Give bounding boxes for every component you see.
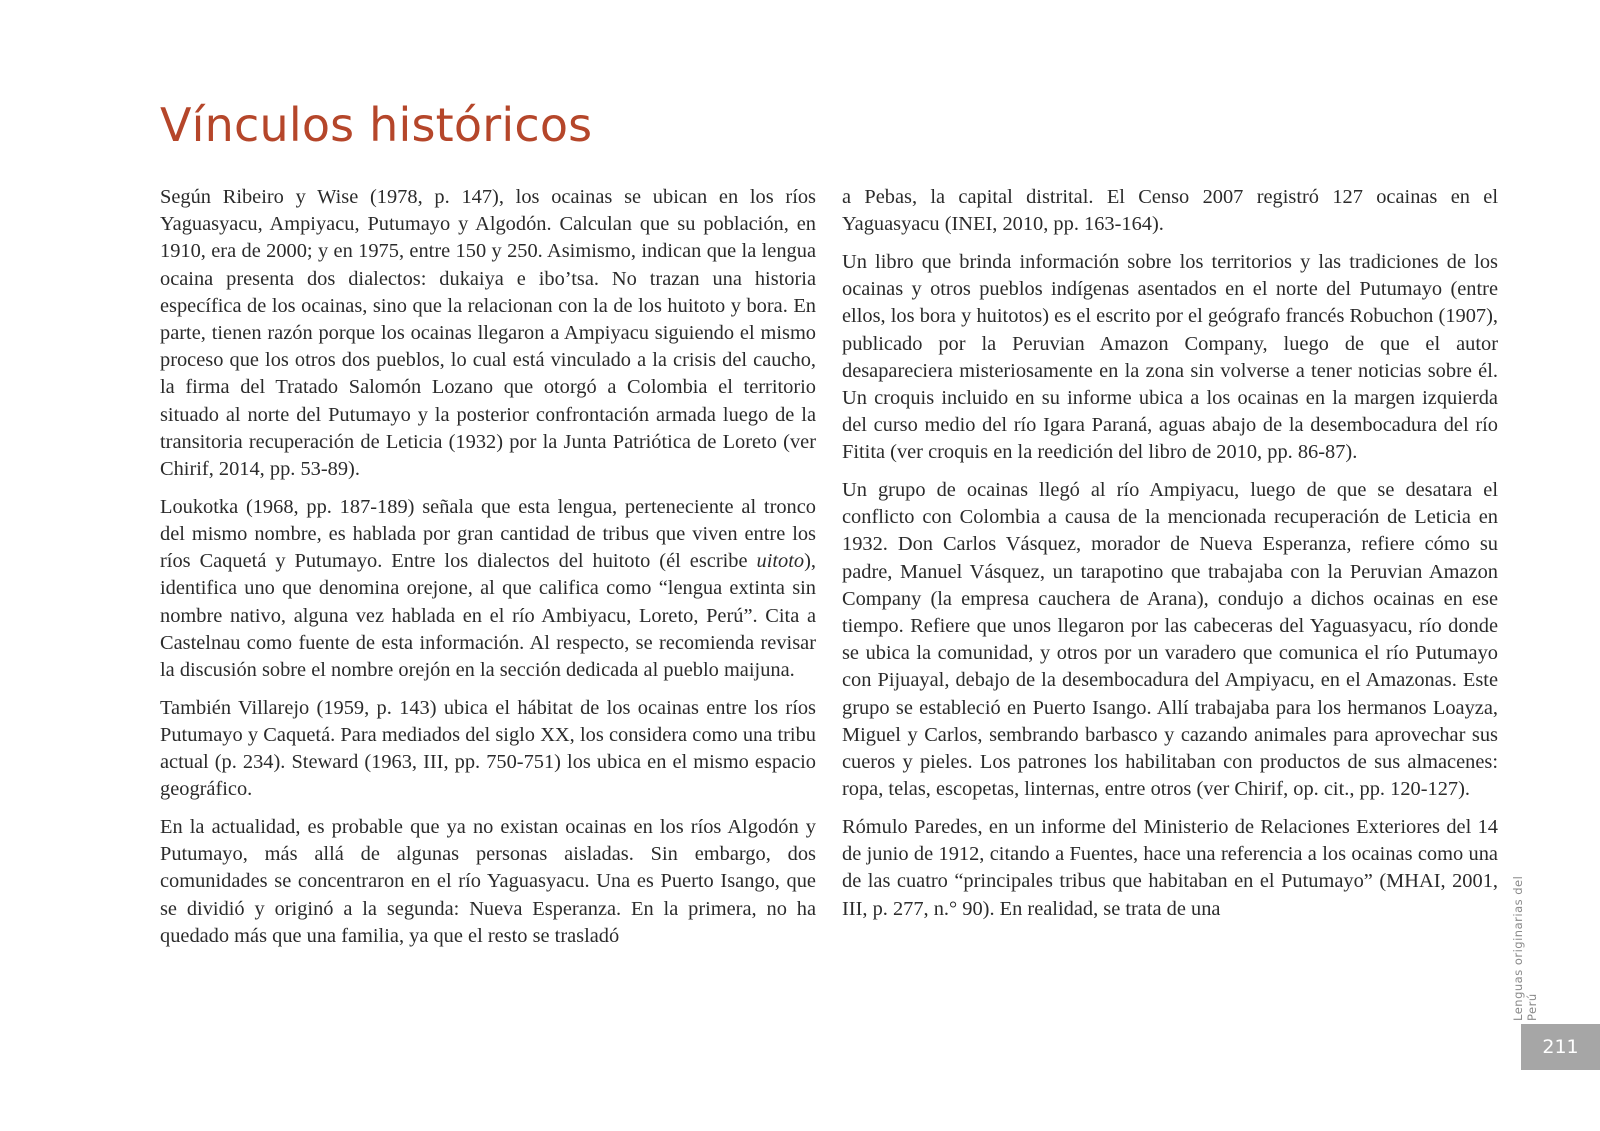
- left-column: [160, 184, 816, 960]
- paragraph: En la actualidad, es probable que ya no existan ocainas en los ríos Algodón y Putumayo, más allá de algunas personas aisladas. Sin embargo, dos comunidades se concentraron en el río Yaguasyacu. Una es Puerto Isango, que se dividió y originó a la segunda: Nueva Esperanza. En la primera, no ha quedado más que una familia, ya que el resto se trasladó: [160, 815, 816, 947]
- right-column: [842, 184, 1498, 933]
- paragraph: [160, 494, 816, 684]
- book-title-side-label: Lenguas originarias del Perú: [1511, 875, 1539, 1021]
- page-number-box: [1521, 1024, 1600, 1070]
- page-number: 211: [1542, 1036, 1579, 1058]
- paragraph: a Pebas, la capital distrital. El Censo 2007 registró 127 ocainas en el Yaguasyacu (INEI, 2010, pp. 163-164).: [842, 186, 1498, 236]
- paragraph-text: ), identifica uno que denomina orejone, al que califica como “lengua extinta sin nombre nativo, alguna vez hablada en el río Ambiyacu, Loreto, Perú”. Cita a Castelnau como fuente de esta información. Al respecto, se recomienda revisar la discusión sobre el nombre orejón en la sección dedicada al pueblo maijuna.: [160, 550, 816, 681]
- paragraph: También Villarejo (1959, p. 143) ubica el hábitat de los ocainas entre los ríos Putumayo y Caquetá. Para mediados del siglo XX, los considera como una tribu actual (p. 234). Steward (1963, III, pp. 750-751) los ubica en el mismo espacio geográfico.: [160, 696, 816, 801]
- paragraph: Un libro que brinda información sobre los territorios y las tradiciones de los ocainas y otros pueblos indígenas asentados en el norte del Putumayo (entre ellos, los bora y huitotos) es el escrito por el geógrafo francés Robuchon (1907), publicado por la Peruvian Amazon Company, luego de que el autor desapareciera misteriosamente en la zona sin volverse a tener noticias sobre él. Un croquis incluido en su informe ubica a los ocainas en la margen izquierda del curso medio del río Igara Paraná, aguas abajo de la desembocadura del río Fitita (ver croquis en la reedición del libro de 2010, pp. 86-87).: [842, 250, 1498, 464]
- paragraph: Rómulo Paredes, en un informe del Ministerio de Relaciones Exteriores del 14 de junio de 1912, citando a Fuentes, hace una referencia a los ocainas como una de las cuatro “principales tribus que habitaban en el Putumayo” (MHAI, 2001, III, p. 277, n.° 90). En realidad, se trata de una: [842, 815, 1498, 920]
- page-title: Vínculos históricos: [160, 98, 593, 152]
- paragraph-text: Loukotka (1968, pp. 187-189) señala que esta lengua, perteneciente al tronco del mismo nombre, es hablada por gran cantidad de tribus que viven entre los ríos Caquetá y Putumayo. Entre los dialectos del huitoto (él escribe: [160, 495, 816, 573]
- italic-term: uitoto: [756, 550, 805, 573]
- paragraph: Según Ribeiro y Wise (1978, p. 147), los ocainas se ubican en los ríos Yaguasyacu, Ampiyacu, Putumayo y Algodón. Calculan que su población, en 1910, era de 2000; y en 1975, entre 150 y 250. Asimismo, indican que la lengua ocaina presenta dos dialectos: dukaiya e ibo’tsa. No trazan una historia específica de los ocainas, sino que la relacionan con la de los huitoto y bora. En parte, tienen razón porque los ocainas llegaron a Ampiyacu siguiendo el mismo proceso que los otros dos pueblos, lo cual está vinculado a la crisis del caucho, la firma del Tratado Salomón Lozano que otorgó a Colombia el territorio situado al norte del Putumayo y la posterior confrontación armada luego de la transitoria recuperación de Leticia (1932) por la Junta Patriótica de Loreto (ver Chirif, 2014, pp. 53-89).: [160, 186, 816, 481]
- paragraph: Un grupo de ocainas llegó al río Ampiyacu, luego de que se desatara el conflicto con Colombia a causa de la mencionada recuperación de Leticia en 1932. Don Carlos Vásquez, morador de Nueva Esperanza, refiere cómo su padre, Manuel Vásquez, un tarapotino que trabajaba con la Peruvian Amazon Company (la empresa cauchera de Arana), condujo a dichos ocainas en ese tiempo. Refiere que unos llegaron por las cabeceras del Yaguasyacu, río donde se ubica la comunidad, y otros por un varadero que comunica el río Putumayo con Pijuayal, debajo de la desembocadura del Ampiyacu, en el Amazonas. Este grupo se estableció en Puerto Isango. Allí trabajaba para los hermanos Loayza, Miguel y Carlos, sembrando barbasco y cazando animales para aprovechar sus cueros y pieles. Los patrones los habilitaban con productos de sus almacenes: ropa, telas, escopetas, linternas, entre otros (ver Chirif, op. cit., pp. 120-127).: [842, 479, 1498, 801]
